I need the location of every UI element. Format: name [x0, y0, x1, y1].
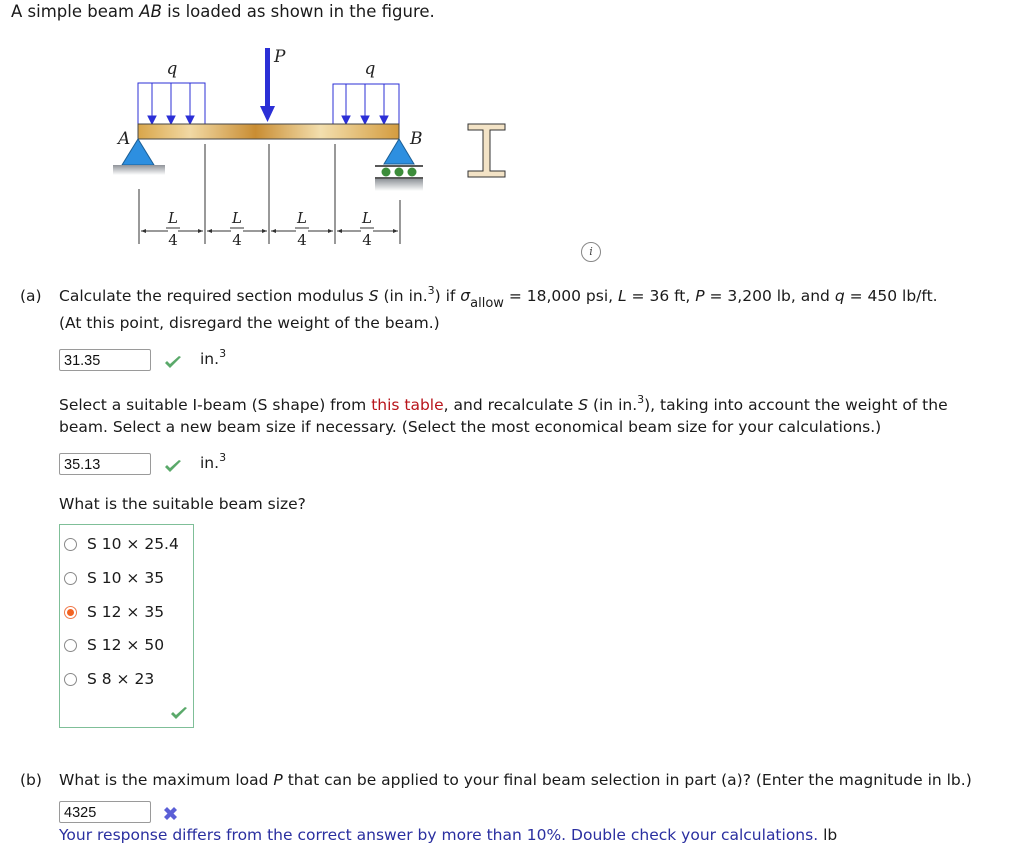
- intro-prefix: A simple beam: [11, 2, 140, 21]
- info-icon[interactable]: i: [581, 242, 601, 262]
- beam-figure: [108, 42, 528, 262]
- part-a-question-line1: Calculate the required section modulus S (in in.$^3$) if $\sigma_{allow} = 18,000$ psi, L = 36 ft, P = 3,200 lb, and q = 450 lb/ft.: [59, 284, 938, 311]
- dim-1-den: 4: [168, 231, 178, 249]
- feedback-line: [59, 826, 837, 844]
- feedback-message: Your response differs from the correct answer by more than 10%. Double check your calculations.: [59, 826, 819, 844]
- recalculated-modulus-input[interactable]: 35.13: [59, 453, 151, 475]
- dim-3-num: L: [297, 209, 307, 227]
- unit-label-1: in.$^3$: [200, 347, 227, 368]
- choice-s8x23[interactable]: S 8 × 23: [64, 669, 154, 689]
- this-table-link[interactable]: this table: [371, 396, 444, 414]
- part-a-question2-line2: beam. Select a new beam size if necessary. (Select the most economical beam size for your calculations.): [59, 418, 882, 436]
- dim-2-den: 4: [232, 231, 242, 249]
- radio-button[interactable]: [64, 673, 77, 686]
- radio-button[interactable]: [64, 639, 77, 652]
- part-a-question2-line1: Select a suitable I-beam (S shape) from this table, and recalculate S (in in.$^3$), taking into account the weight of the: [59, 393, 948, 414]
- point-load-p: [260, 48, 275, 122]
- p-label: P: [274, 47, 286, 67]
- section-modulus-input[interactable]: 31.35: [59, 349, 151, 371]
- part-a-label: (a): [20, 287, 42, 305]
- problem-intro: [11, 2, 435, 21]
- correct-check-icon: [170, 706, 188, 720]
- unit-label-2: in.$^3$: [200, 451, 227, 472]
- dim-4-num: L: [362, 209, 372, 227]
- dim-2-num: L: [232, 209, 242, 227]
- q-right-label: q: [364, 59, 376, 79]
- distributed-load-left: [138, 83, 205, 125]
- radio-button[interactable]: [64, 538, 77, 551]
- dim-4-den: 4: [362, 231, 372, 249]
- max-load-input[interactable]: 4325: [59, 801, 151, 823]
- ground-a: [113, 165, 165, 175]
- radio-button-selected[interactable]: [64, 606, 77, 619]
- beam-diagram-svg: [108, 42, 528, 262]
- incorrect-x-icon: [162, 805, 179, 822]
- choice-s10x35[interactable]: S 10 × 35: [64, 568, 164, 588]
- dim-3-den: 4: [297, 231, 307, 249]
- b-label: B: [410, 129, 423, 149]
- beam-name: AB: [139, 2, 162, 21]
- part-b-question: What is the maximum load P that can be applied to your final beam selection in part (a)? (Enter the magnitude in lb.): [59, 771, 972, 789]
- part-a-question-line2: (At this point, disregard the weight of the beam.): [59, 314, 440, 332]
- beam-size-choices: [59, 524, 194, 728]
- radio-button[interactable]: [64, 572, 77, 585]
- i-beam-section-icon: [468, 124, 505, 177]
- beam-size-question: What is the suitable beam size?: [59, 495, 306, 513]
- choice-s10x25-4[interactable]: S 10 × 25.4: [64, 534, 179, 554]
- q-left-label: q: [166, 59, 178, 79]
- part-b-label: (b): [20, 771, 42, 789]
- choice-s12x50[interactable]: S 12 × 50: [64, 635, 164, 655]
- intro-suffix: is loaded as shown in the figure.: [161, 2, 435, 21]
- choice-s12x35[interactable]: S 12 × 35: [64, 602, 164, 622]
- beam-body: [138, 124, 399, 139]
- dim-1-num: L: [168, 209, 178, 227]
- distributed-load-right: [333, 84, 399, 125]
- unit-lb: lb: [818, 826, 838, 844]
- a-label: A: [118, 129, 131, 149]
- correct-check-icon: [164, 355, 182, 369]
- correct-check-icon: [164, 459, 182, 473]
